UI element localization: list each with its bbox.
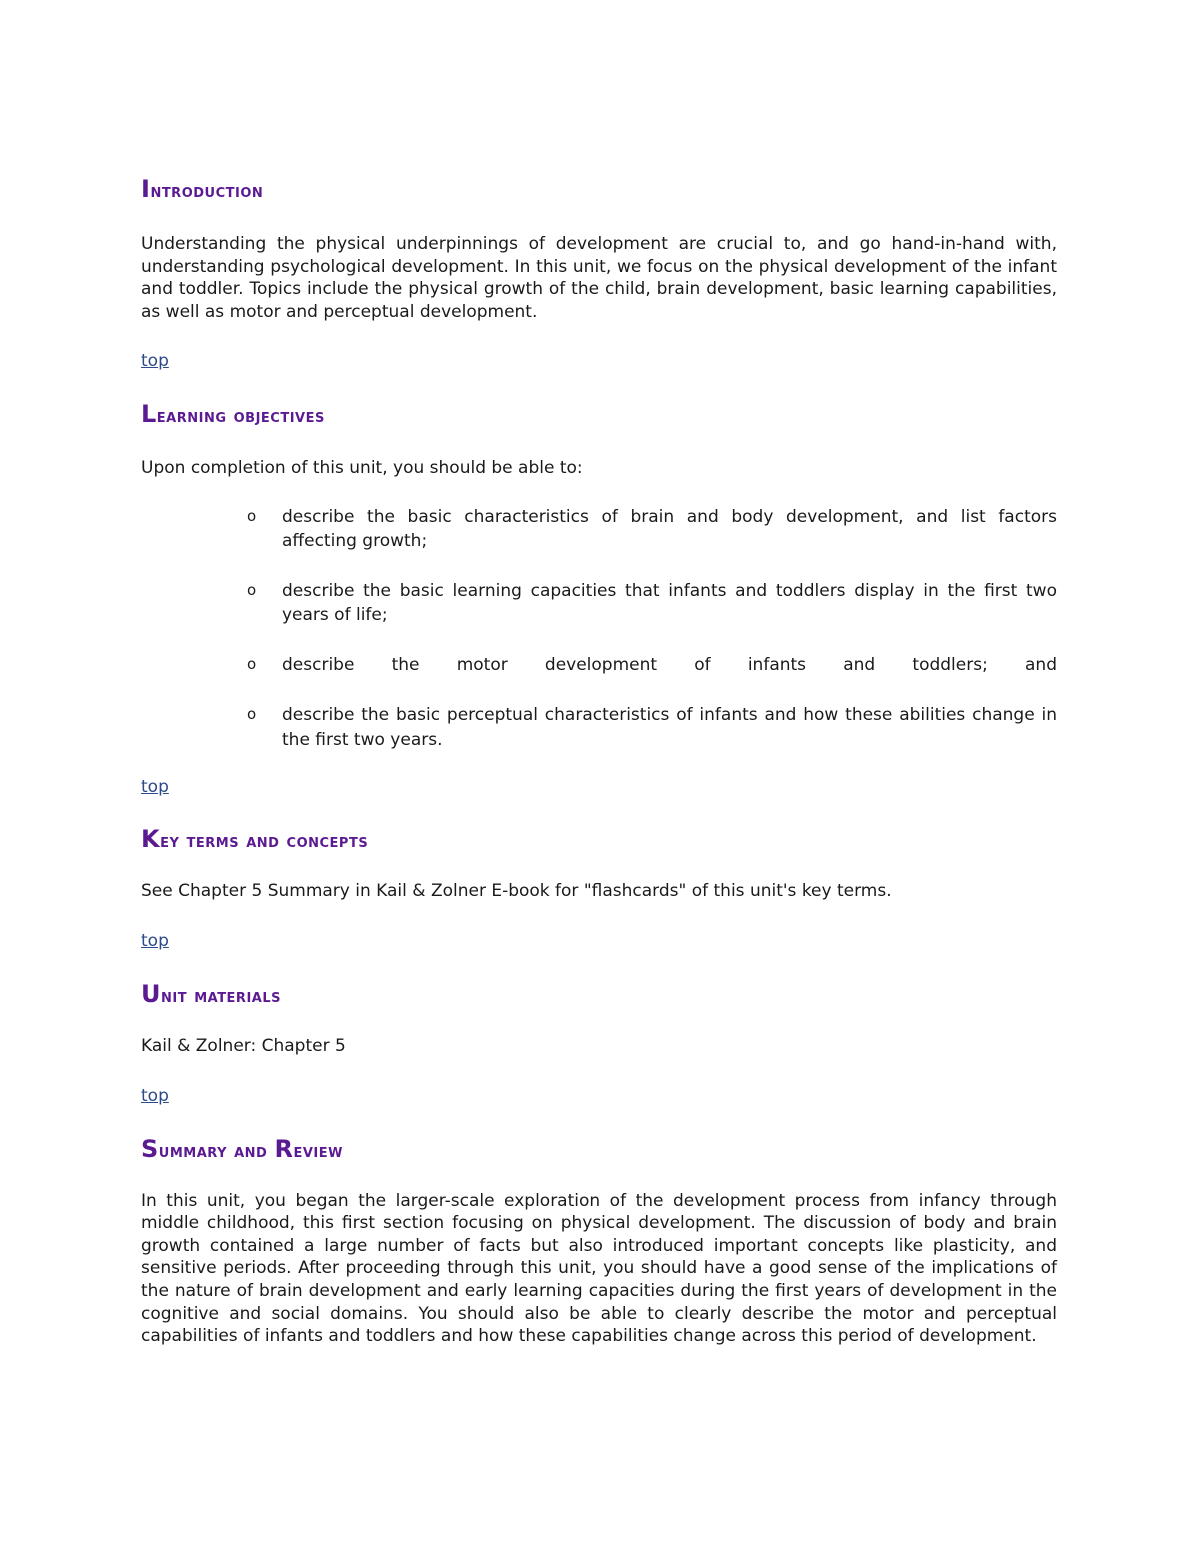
top-link-1[interactable]: top [141, 351, 169, 372]
list-item [141, 505, 1057, 554]
learning-objectives-list [141, 505, 1057, 753]
learning-objectives-intro: Upon completion of this unit, you should be able to: [141, 458, 583, 479]
list-item-text: describe the basic learning capacities that infants and toddlers display in the first two years of life; [282, 580, 1057, 626]
summary-heading [141, 1132, 1057, 1168]
heading-text-2: eview [293, 1139, 343, 1162]
bullet-icon: o [247, 580, 257, 599]
bullet-icon: o [247, 506, 257, 525]
heading-initial-2: R [274, 1134, 294, 1163]
top-link-4[interactable]: top [141, 1085, 169, 1106]
list-item-text: describe the basic perceptual characteristics of infants and how these abilities change in the first two years. [282, 705, 1057, 750]
heading-initial: I [141, 175, 151, 203]
introduction-heading [141, 172, 1057, 208]
heading-text: ey terms and concepts [160, 830, 369, 853]
heading-text: ummary and [158, 1139, 275, 1162]
list-item [141, 579, 1057, 628]
heading-text: nit materials [161, 985, 281, 1008]
learning-objectives-heading [141, 397, 1057, 433]
list-item [141, 653, 1057, 678]
heading-initial: S [141, 1134, 159, 1163]
document-page [141, 172, 1057, 1348]
top-link-3[interactable]: top [141, 931, 169, 952]
heading-text: ntroduction [150, 180, 264, 202]
bullet-icon: o [247, 705, 257, 724]
unit-materials-paragraph: Kail & Zolner: Chapter 5 [141, 1036, 346, 1057]
list-item-text: describe the motor development of infants and toddlers; and [282, 654, 1057, 675]
heading-text: earning objectives [156, 405, 325, 428]
unit-materials-heading [141, 977, 1057, 1013]
top-link-2[interactable]: top [141, 777, 169, 798]
key-terms-paragraph: See Chapter 5 Summary in Kail & Zolner E-book for "flashcards" of this unit's key terms. [141, 881, 892, 902]
heading-initial: K [141, 825, 161, 854]
bullet-icon: o [247, 654, 257, 673]
heading-initial: L [141, 400, 157, 429]
heading-initial: U [141, 980, 161, 1009]
list-item-text: describe the basic characteristics of brain and body development, and list factors affecting growth; [282, 506, 1057, 552]
introduction-paragraph: Understanding the physical underpinnings of development are crucial to, and go hand-in-hand with, understanding psychological development. In this unit, we focus on the physical development of the infant and toddler. Topics include the physical growth of the child, brain development, basic learning capabilities, as well as motor and perceptual development. [141, 234, 1057, 322]
summary-paragraph: In this unit, you began the larger-scale exploration of the development process from infancy through middle childhood, this first section focusing on physical development. The discussion of body and brain growth contained a large number of facts but also introduced important concepts like plasticity, and sensitive periods. After proceeding through this unit, you should have a good sense of the implications of the nature of brain development and early learning capacities during the first years of development in the cognitive and social domains. You should also be able to clearly describe the motor and perceptual capabilities of infants and toddlers and how these capabilities change across this period of development. [141, 1190, 1057, 1347]
list-item [141, 703, 1057, 752]
key-terms-heading [141, 822, 1057, 858]
